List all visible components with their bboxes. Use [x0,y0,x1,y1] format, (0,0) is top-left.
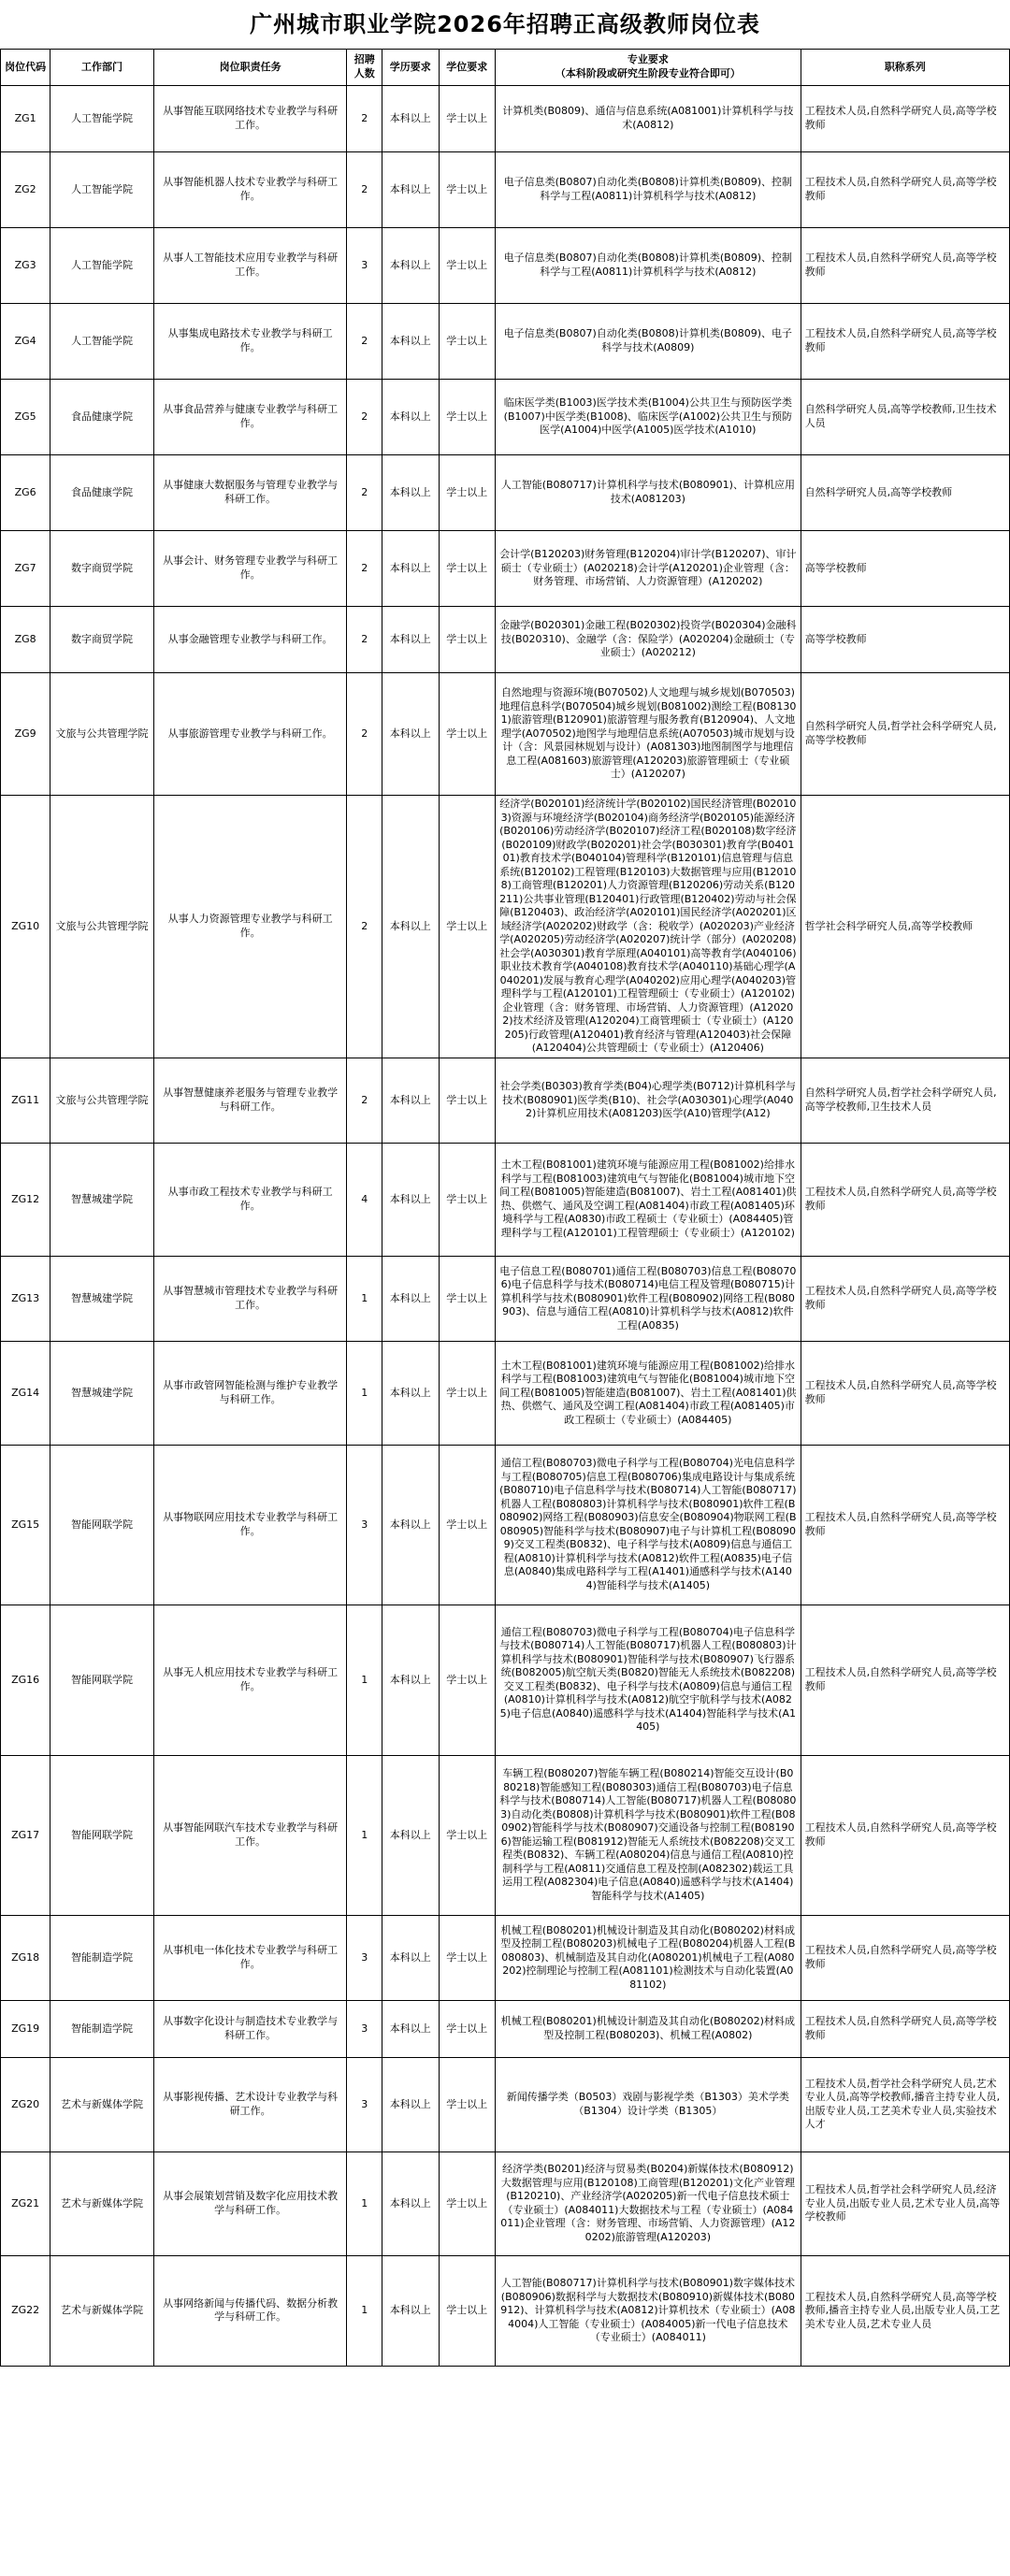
cell-num: 3 [347,2000,382,2057]
cell-series: 工程技术人员,自然科学研究人员,高等学校教师 [801,304,1009,380]
cell-code: ZG17 [1,1755,50,1915]
cell-major: 车辆工程(B080207)智能车辆工程(B080214)智能交互设计(B080218)智能感知工程(B080303)通信工程(B080703)电子信息科学与技术(B080714)人工智能(B080717)机器人工程(B080803)自动化类(B0808)计算机科学与技术(B080901)软件工程(B080902)智能科学与技术(B080907)交通设备与控制工程(B081906)智能运输工程(B081912)智能无人系统技术(B082208)交叉工程类(B0832)、车辆工程(A080204)信息与通信工程(A0810)控制科学与工程(A0811)交通信息工程及控制(A082302)载运工具运用工程(A082304)电子信息(A0840)遥感科学与技术(A1404)智能科学与技术(A1405) [496,1755,801,1915]
cell-major: 自然地理与资源环境(B070502)人文地理与城乡规划(B070503)地理信息科学(B070504)城乡规划(B081002)测绘工程(B081301)旅游管理(B120901)旅游管理与服务教育(B120904)、人文地理学(A070502)地图学与地理信息系统(A070503)城市规划与设计（含：风景园林规划与设计）(A081303)地图制图学与地理信息工程(A081603)旅游管理(A120203)旅游管理硕士（专业硕士）(A120207) [496,673,801,796]
cell-series: 自然科学研究人员,高等学校教师,卫生技术人员 [801,380,1009,455]
table-row [1,86,1010,152]
header-edu: 学历要求 [382,50,440,86]
cell-code: ZG18 [1,1915,50,2000]
header-duty: 岗位职责任务 [153,50,347,86]
cell-dept: 艺术与新媒体学院 [50,2255,154,2366]
cell-deg: 学士以上 [439,380,496,455]
cell-deg: 学士以上 [439,1341,496,1445]
table-row [1,796,1010,1058]
cell-series: 工程技术人员,自然科学研究人员,高等学校教师 [801,2000,1009,2057]
cell-num: 4 [347,1143,382,1256]
cell-duty: 从事无人机应用技术专业教学与科研工作。 [153,1605,347,1755]
cell-major: 电子信息工程(B080701)通信工程(B080703)信息工程(B080706)电子信息科学与技术(B080714)电信工程及管理(B080715)计算机科学与技术(B080901)软件工程(B080902)网络工程(B080903)、信息与通信工程(A0810)计算机科学与技术(A0812)软件工程(A0835) [496,1256,801,1341]
cell-series: 工程技术人员,自然科学研究人员,高等学校教师 [801,1755,1009,1915]
cell-duty: 从事数字化设计与制造技术专业教学与科研工作。 [153,2000,347,2057]
table-row [1,2255,1010,2366]
cell-series: 自然科学研究人员,高等学校教师 [801,455,1009,531]
header-code: 岗位代码 [1,50,50,86]
cell-duty: 从事智能互联网络技术专业教学与科研工作。 [153,86,347,152]
cell-major: 土木工程(B081001)建筑环境与能源应用工程(B081002)给排水科学与工程(B081003)建筑电气与智能化(B081004)城市地下空间工程(B081005)智能建造(B081007)、岩土工程(A081401)供热、供燃气、通风及空调工程(A081404)市政工程(A081405)市政工程硕士（专业硕士）(A084405) [496,1341,801,1445]
cell-edu: 本科以上 [382,1755,440,1915]
cell-code: ZG6 [1,455,50,531]
cell-dept: 智能制造学院 [50,1915,154,2000]
table-row [1,1605,1010,1755]
cell-series: 高等学校教师 [801,531,1009,607]
cell-code: ZG19 [1,2000,50,2057]
cell-num: 1 [347,2255,382,2366]
positions-table [0,49,1010,2367]
table-row [1,455,1010,531]
cell-edu: 本科以上 [382,1143,440,1256]
cell-major: 会计学(B120203)财务管理(B120204)审计学(B120207)、审计硕士（专业硕士）(A020218)会计学(A120201)企业管理（含：财务管理、市场营销、人力资源管理）(A120202) [496,531,801,607]
header-deg: 学位要求 [439,50,496,86]
cell-series: 工程技术人员,哲学社会科学研究人员,艺术专业人员,高等学校教师,播音主持专业人员,出版专业人员,工艺美术专业人员,实验技术人才 [801,2057,1009,2151]
cell-series: 工程技术人员,自然科学研究人员,高等学校教师 [801,1341,1009,1445]
table-body [1,86,1010,2367]
cell-deg: 学士以上 [439,304,496,380]
cell-duty: 从事旅游管理专业教学与科研工作。 [153,673,347,796]
cell-edu: 本科以上 [382,2255,440,2366]
table-row [1,2151,1010,2255]
cell-num: 1 [347,1605,382,1755]
table-row [1,673,1010,796]
cell-num: 3 [347,2057,382,2151]
cell-dept: 文旅与公共管理学院 [50,796,154,1058]
cell-duty: 从事市政管网智能检测与维护专业教学与科研工作。 [153,1341,347,1445]
cell-dept: 艺术与新媒体学院 [50,2151,154,2255]
cell-duty: 从事物联网应用技术专业教学与科研工作。 [153,1445,347,1605]
cell-deg: 学士以上 [439,2000,496,2057]
cell-dept: 智慧城建学院 [50,1341,154,1445]
cell-major: 经济学类(B0201)经济与贸易类(B0204)新媒体技术(B080912)大数据管理与应用(B120108)工商管理(B120201)文化产业管理(B120210)、产业经济学(A020205)新一代电子信息技术硕士（专业硕士）(A084011)大数据技术与工程（专业硕士）(A084011)企业管理（含：财务管理、市场营销、人力资源管理）(A120202)旅游管理(A120203) [496,2151,801,2255]
cell-num: 2 [347,86,382,152]
cell-major: 通信工程(B080703)微电子科学与工程(B080704)电子信息科学与技术(B080714)人工智能(B080717)机器人工程(B080803)计算机科学与技术(B080901)智能科学与技术(B080907)飞行器系统(B082005)航空航天类(B0820)智能无人系统技术(B082208)交叉工程类(B0832)、电子科学与技术(A0809)信息与通信工程(A0810)计算机科学与技术(A0812)航空宇航科学与技术(A0825)电子信息(A0840)遥感科学与技术(A1404)智能科学与技术(A1405) [496,1605,801,1755]
cell-major: 经济学(B020101)经济统计学(B020102)国民经济管理(B020103)资源与环境经济学(B020104)商务经济学(B020105)能源经济(B020106)劳动经济学(B020107)经济工程(B020108)数字经济(B020109)财政学(B020201)社会学(B030301)教育学(B040101)教育技术学(B040104)管理科学(B120101)信息管理与信息系统(B120102)工程管理(B120103)大数据管理与应用(B120108)工商管理(B120201)人力资源管理(B120206)劳动关系(B120211)公共事业管理(B120401)行政管理(B120402)劳动与社会保障(B120403)、政治经济学(A020101)国民经济学(A020201)区域经济学(A020202)财政学（含：税收学）(A020203)产业经济学(A020205)劳动经济学(A020207)统计学（部分）(A020208)社会学(A030301)教育学原理(A040101)高等教育学(A040106)职业技术教育学(A040108)教育技术学(A040110)基础心理学(A040201)发展与教育心理学(A040202)应用心理学(A040203)管理科学与工程(A120101)工程管理硕士（专业硕士）(A120102)企业管理（含：财务管理、市场营销、人力资源管理）(A120202)技术经济及管理(A120204)工商管理硕士（专业硕士）(A120205)行政管理(A120401)教育经济与管理(A120403)社会保障(A120404)公共管理硕士（专业硕士）(A120406) [496,796,801,1058]
table-row [1,228,1010,304]
cell-series: 工程技术人员,自然科学研究人员,高等学校教师 [801,1915,1009,2000]
cell-dept: 数字商贸学院 [50,607,154,673]
table-row [1,1755,1010,1915]
cell-series: 工程技术人员,自然科学研究人员,高等学校教师 [801,228,1009,304]
cell-edu: 本科以上 [382,1058,440,1143]
cell-deg: 学士以上 [439,531,496,607]
cell-series: 工程技术人员,哲学社会科学研究人员,经济专业人员,出版专业人员,艺术专业人员,高等学校教师 [801,2151,1009,2255]
cell-dept: 人工智能学院 [50,152,154,228]
cell-duty: 从事人力资源管理专业教学与科研工作。 [153,796,347,1058]
cell-code: ZG10 [1,796,50,1058]
cell-edu: 本科以上 [382,86,440,152]
cell-num: 2 [347,152,382,228]
cell-code: ZG20 [1,2057,50,2151]
cell-num: 1 [347,1755,382,1915]
cell-dept: 智能网联学院 [50,1755,154,1915]
cell-series: 工程技术人员,自然科学研究人员,高等学校教师 [801,1605,1009,1755]
table-row [1,2057,1010,2151]
cell-duty: 从事智能机器人技术专业教学与科研工作。 [153,152,347,228]
cell-num: 3 [347,1915,382,2000]
table-row [1,152,1010,228]
cell-duty: 从事人工智能技术应用专业教学与科研工作。 [153,228,347,304]
cell-code: ZG16 [1,1605,50,1755]
cell-deg: 学士以上 [439,1445,496,1605]
cell-edu: 本科以上 [382,1256,440,1341]
cell-edu: 本科以上 [382,2151,440,2255]
cell-major: 计算机类(B0809)、通信与信息系统(A081001)计算机科学与技术(A0812) [496,86,801,152]
table-row [1,304,1010,380]
cell-deg: 学士以上 [439,152,496,228]
cell-deg: 学士以上 [439,455,496,531]
cell-dept: 人工智能学院 [50,86,154,152]
cell-deg: 学士以上 [439,796,496,1058]
cell-edu: 本科以上 [382,2057,440,2151]
cell-dept: 智能网联学院 [50,1445,154,1605]
cell-edu: 本科以上 [382,1341,440,1445]
cell-edu: 本科以上 [382,1915,440,2000]
cell-duty: 从事智能网联汽车技术专业教学与科研工作。 [153,1755,347,1915]
cell-series: 工程技术人员,自然科学研究人员,高等学校教师 [801,1143,1009,1256]
table-row [1,1058,1010,1143]
cell-major: 电子信息类(B0807)自动化类(B0808)计算机类(B0809)、控制科学与工程(A0811)计算机科学与技术(A0812) [496,152,801,228]
cell-edu: 本科以上 [382,673,440,796]
header-major [496,50,801,86]
cell-major: 通信工程(B080703)微电子科学与工程(B080704)光电信息科学与工程(B080705)信息工程(B080706)集成电路设计与集成系统(B080710)电子信息科学与技术(B080714)人工智能(B080717)机器人工程(B080803)计算机科学与技术(B080901)软件工程(B080902)网络工程(B080903)信息安全(B080904)物联网工程(B080905)智能科学与技术(B080907)电子与计算机工程(B080909)交叉工程类(B0832)、电子科学与技术(A0809)信息与通信工程(A0810)计算机科学与技术(A0812)软件工程(A0835)电子信息(A0840)集成电路科学与工程(A1401)通感科学与技术(A1404)智能科学与技术(A1405) [496,1445,801,1605]
header-series: 职称系列 [801,50,1009,86]
cell-num: 2 [347,380,382,455]
cell-duty: 从事智慧城市管理技术专业教学与科研工作。 [153,1256,347,1341]
cell-series: 工程技术人员,自然科学研究人员,高等学校教师 [801,86,1009,152]
cell-deg: 学士以上 [439,1605,496,1755]
cell-deg: 学士以上 [439,1755,496,1915]
cell-edu: 本科以上 [382,2000,440,2057]
cell-major: 机械工程(B080201)机械设计制造及其自动化(B080202)材料成型及控制工程(B080203)机械电子工程(B080204)机器人工程(B080803)、机械制造及其自动化(A080201)机械电子工程(A080202)控制理论与控制工程(A081101)检测技术与自动化装置(A081102) [496,1915,801,2000]
cell-num: 2 [347,304,382,380]
cell-code: ZG3 [1,228,50,304]
cell-major: 临床医学类(B1003)医学技术类(B1004)公共卫生与预防医学类(B1007)中医学类(B1008)、临床医学(A1002)公共卫生与预防医学(A1004)中医学(A1005)医学技术(A1010) [496,380,801,455]
table-header-row [1,50,1010,86]
cell-num: 3 [347,228,382,304]
cell-code: ZG22 [1,2255,50,2366]
cell-deg: 学士以上 [439,2255,496,2366]
cell-num: 2 [347,673,382,796]
table-row [1,1445,1010,1605]
cell-code: ZG2 [1,152,50,228]
cell-duty: 从事集成电路技术专业教学与科研工作。 [153,304,347,380]
cell-deg: 学士以上 [439,86,496,152]
cell-code: ZG7 [1,531,50,607]
cell-series: 工程技术人员,自然科学研究人员,高等学校教师 [801,1445,1009,1605]
cell-edu: 本科以上 [382,1445,440,1605]
cell-code: ZG8 [1,607,50,673]
cell-deg: 学士以上 [439,607,496,673]
table-row [1,1256,1010,1341]
cell-series: 工程技术人员,自然科学研究人员,高等学校教师 [801,152,1009,228]
cell-deg: 学士以上 [439,1256,496,1341]
cell-edu: 本科以上 [382,607,440,673]
cell-duty: 从事会计、财务管理专业教学与科研工作。 [153,531,347,607]
table-row [1,1143,1010,1256]
cell-major: 人工智能(B080717)计算机科学与技术(B080901)、计算机应用技术(A081203) [496,455,801,531]
cell-duty: 从事智慧健康养老服务与管理专业教学与科研工作。 [153,1058,347,1143]
cell-dept: 文旅与公共管理学院 [50,1058,154,1143]
cell-dept: 食品健康学院 [50,455,154,531]
cell-edu: 本科以上 [382,796,440,1058]
table-row [1,1915,1010,2000]
cell-major: 金融学(B020301)金融工程(B020302)投资学(B020304)金融科技(B020310)、金融学（含：保险学）(A020204)金融硕士（专业硕士）(A020212) [496,607,801,673]
cell-code: ZG21 [1,2151,50,2255]
table-row [1,380,1010,455]
cell-code: ZG1 [1,86,50,152]
cell-code: ZG9 [1,673,50,796]
cell-duty: 从事金融管理专业教学与科研工作。 [153,607,347,673]
cell-series: 工程技术人员,自然科学研究人员,高等学校教师,播音主持专业人员,出版专业人员,工艺美术专业人员,艺术专业人员 [801,2255,1009,2366]
cell-edu: 本科以上 [382,228,440,304]
cell-major: 社会学类(B0303)教育学类(B04)心理学类(B0712)计算机科学与技术(B080901)医学类(B10)、社会学(A030301)心理学(A0402)计算机应用技术(A081203)医学(A10)管理学(A12) [496,1058,801,1143]
cell-duty: 从事影视传播、艺术设计专业教学与科研工作。 [153,2057,347,2151]
cell-edu: 本科以上 [382,380,440,455]
cell-edu: 本科以上 [382,1605,440,1755]
cell-code: ZG15 [1,1445,50,1605]
cell-major: 机械工程(B080201)机械设计制造及其自动化(B080202)材料成型及控制工程(B080203)、机械工程(A0802) [496,2000,801,2057]
table-row [1,1341,1010,1445]
cell-dept: 智慧城建学院 [50,1256,154,1341]
cell-edu: 本科以上 [382,455,440,531]
cell-dept: 智能制造学院 [50,2000,154,2057]
cell-series: 高等学校教师 [801,607,1009,673]
cell-series: 自然科学研究人员,哲学社会科学研究人员,高等学校教师 [801,673,1009,796]
cell-num: 2 [347,531,382,607]
cell-major: 土木工程(B081001)建筑环境与能源应用工程(B081002)给排水科学与工程(B081003)建筑电气与智能化(B081004)城市地下空间工程(B081005)智能建造(B081007)、岩土工程(A081401)供热、供燃气、通风及空调工程(A081404)市政工程(A081405)环境科学与工程(A0830)市政工程硕士（专业硕士）(A084405)管理科学与工程(A120101)工程管理硕士（专业硕士）(A120102) [496,1143,801,1256]
cell-duty: 从事食品营养与健康专业教学与科研工作。 [153,380,347,455]
cell-num: 2 [347,796,382,1058]
cell-dept: 艺术与新媒体学院 [50,2057,154,2151]
cell-duty: 从事网络新闻与传播代码、数据分析教学与科研工作。 [153,2255,347,2366]
cell-edu: 本科以上 [382,531,440,607]
header-major-line2: （本科阶段或研究生阶段专业符合即可） [555,67,741,79]
cell-code: ZG14 [1,1341,50,1445]
header-num: 招聘人数 [347,50,382,86]
cell-dept: 人工智能学院 [50,228,154,304]
cell-dept: 文旅与公共管理学院 [50,673,154,796]
header-dept: 工作部门 [50,50,154,86]
cell-num: 1 [347,1256,382,1341]
cell-duty: 从事市政工程技术专业教学与科研工作。 [153,1143,347,1256]
cell-num: 3 [347,1445,382,1605]
cell-num: 2 [347,607,382,673]
cell-num: 2 [347,1058,382,1143]
table-row [1,607,1010,673]
table-row [1,531,1010,607]
table-row [1,2000,1010,2057]
cell-code: ZG4 [1,304,50,380]
cell-dept: 智慧城建学院 [50,1143,154,1256]
cell-dept: 人工智能学院 [50,304,154,380]
cell-code: ZG13 [1,1256,50,1341]
cell-deg: 学士以上 [439,1058,496,1143]
cell-series: 哲学社会科学研究人员,高等学校教师 [801,796,1009,1058]
cell-major: 人工智能(B080717)计算机科学与技术(B080901)数字媒体技术(B080906)数据科学与大数据技术(B080910)新媒体技术(B080912)、计算机科学与技术(A0812)计算机技术（专业硕士）(A084004)人工智能（专业硕士）(A084005)新一代电子信息技术（专业硕士）(A084011) [496,2255,801,2366]
cell-major: 电子信息类(B0807)自动化类(B0808)计算机类(B0809)、控制科学与工程(A0811)计算机科学与技术(A0812) [496,228,801,304]
cell-deg: 学士以上 [439,1915,496,2000]
cell-duty: 从事机电一体化技术专业教学与科研工作。 [153,1915,347,2000]
cell-series: 工程技术人员,自然科学研究人员,高等学校教师 [801,1256,1009,1341]
cell-edu: 本科以上 [382,152,440,228]
cell-deg: 学士以上 [439,228,496,304]
cell-edu: 本科以上 [382,304,440,380]
cell-dept: 食品健康学院 [50,380,154,455]
cell-code: ZG11 [1,1058,50,1143]
cell-num: 1 [347,1341,382,1445]
cell-duty: 从事健康大数据服务与管理专业教学与科研工作。 [153,455,347,531]
cell-deg: 学士以上 [439,673,496,796]
cell-num: 1 [347,2151,382,2255]
cell-deg: 学士以上 [439,2057,496,2151]
document-title: 广州城市职业学院2026年招聘正高级教师岗位表 [250,11,760,37]
cell-deg: 学士以上 [439,2151,496,2255]
cell-major: 电子信息类(B0807)自动化类(B0808)计算机类(B0809)、电子科学与技术(A0809) [496,304,801,380]
cell-series: 自然科学研究人员,哲学社会科学研究人员,高等学校教师,卫生技术人员 [801,1058,1009,1143]
cell-dept: 数字商贸学院 [50,531,154,607]
cell-num: 2 [347,455,382,531]
cell-code: ZG12 [1,1143,50,1256]
cell-dept: 智能网联学院 [50,1605,154,1755]
cell-code: ZG5 [1,380,50,455]
cell-deg: 学士以上 [439,1143,496,1256]
cell-major: 新闻传播学类（B0503）戏剧与影视学类（B1303）美术学类（B1304）设计学类（B1305） [496,2057,801,2151]
cell-duty: 从事会展策划营销及数字化应用技术教学与科研工作。 [153,2151,347,2255]
header-major-line1: 专业要求 [627,53,669,66]
